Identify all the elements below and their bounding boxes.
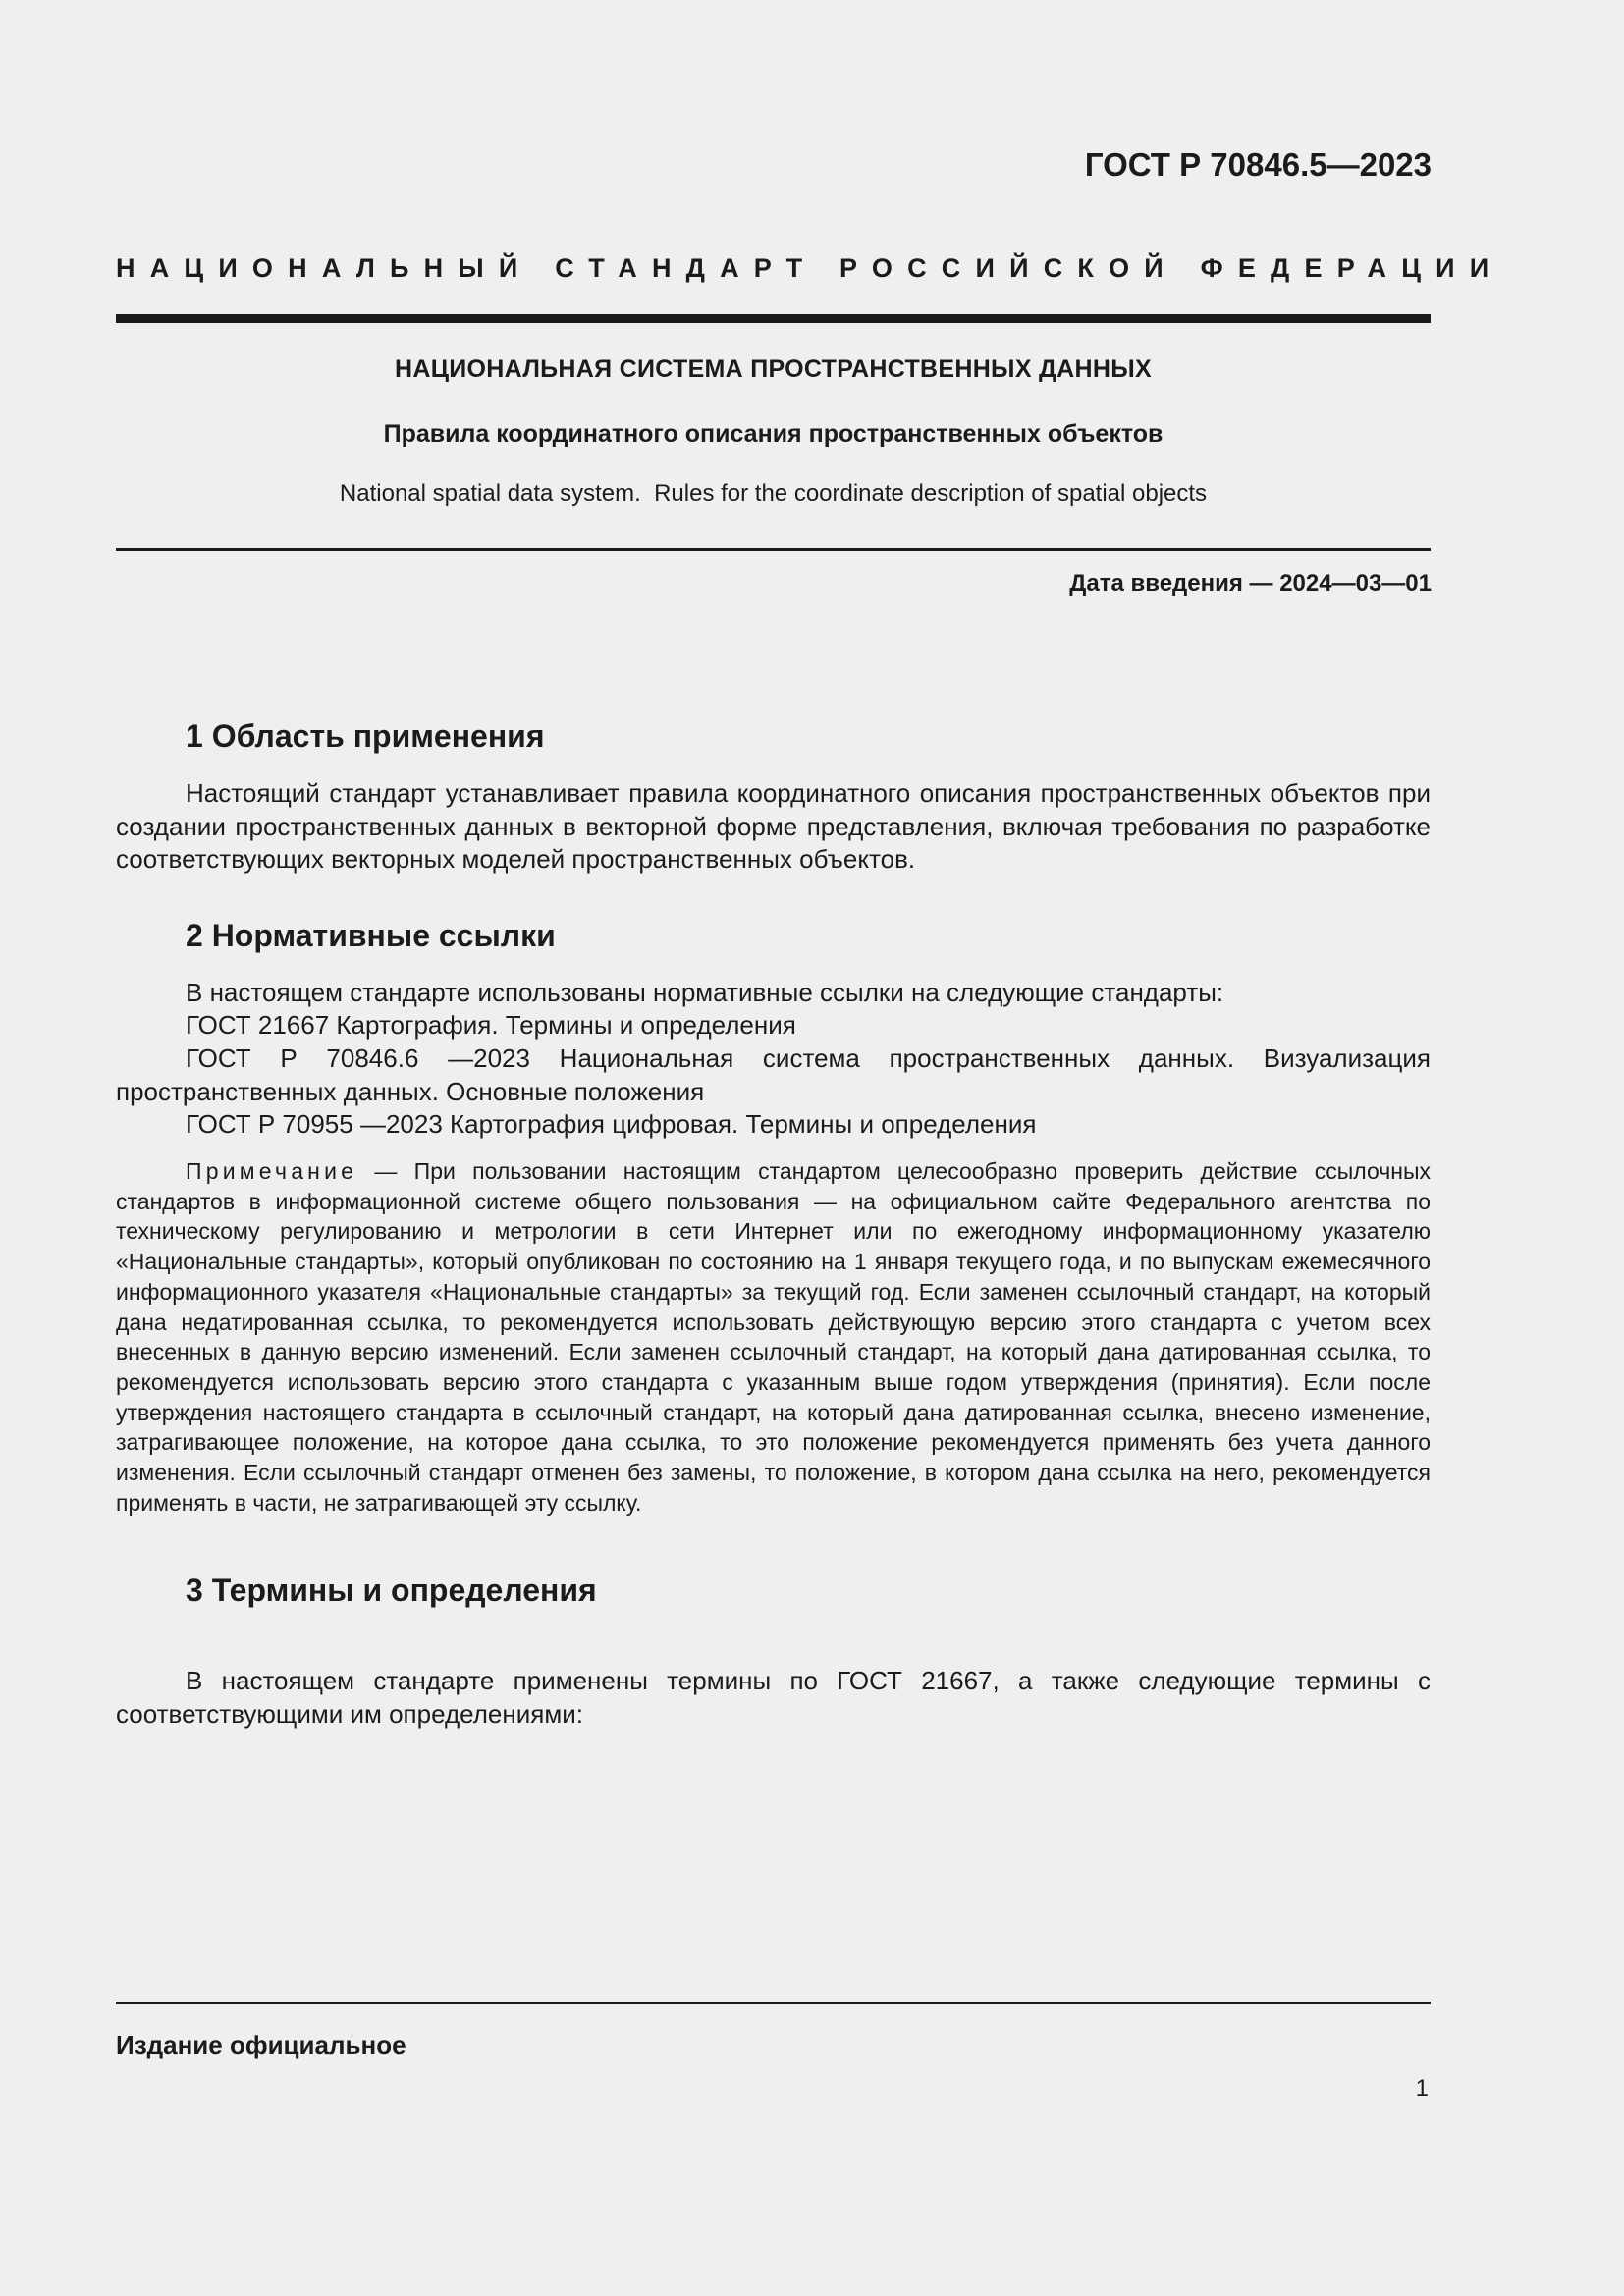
normative-references-intro: В настоящем стандарте использованы нормативные ссылки на следующие стандарты: <box>186 978 1224 1007</box>
section-heading-terms: 3 Термины и определения <box>186 1573 597 1608</box>
standard-title-ru: Правила координатного описания пространственных объектов <box>383 420 1164 448</box>
section-heading-scope: 1 Область применения <box>186 719 545 754</box>
introduction-date: Дата введения — 2024—03—01 <box>1069 570 1432 597</box>
note-paragraph <box>116 1156 1431 1518</box>
terms-paragraph: В настоящем стандарте применены термины по ГОСТ 21667, а также следующие термины с соответствующими им определениями: <box>116 1666 1431 1729</box>
footer-divider <box>116 2002 1431 2004</box>
note-text: — При пользовании настоящим стандартом целесообразно проверить действие ссылочных стандартов в информационной системе общего пользования — на официальном сайте Федерального агентства по техническому регулированию и метрологии в сети Интернет или по ежегодному информационному указателю «Национальные стандарты», который опубликован по состоянию на 1 января текущего года, и по выпускам ежемесячного информационного указателя «Национальные стандарты» за текущий год. Если заменен ссылочный стандарт, на который дана недатированная ссылка, то рекомендуется использовать действующую версию этого стандарта с учетом всех внесенных в данную версию изменений. Если заменен ссылочный стандарт, на который дана датированная ссылка, то рекомендуется использовать версию этого стандарта с указанным выше годом утверждения (принятия). Если после утверждения настоящего стандарта в ссылочный стандарт, на который дана датированная ссылка, внесено изменение, затрагивающее положение, на которое дана ссылка, то это положение рекомендуется применять без учета данного изменения. Если ссылочный стандарт отменен без замены, то положение, в котором дана ссылка на него, рекомендуется применять в части, не затрагивающей эту ссылку. <box>116 1158 1431 1516</box>
reference-item: ГОСТ Р 70955 —2023 Картография цифровая. Термины и определения <box>186 1109 1037 1139</box>
note-label: Примечание <box>186 1158 358 1184</box>
reference-item: ГОСТ 21667 Картография. Термины и определения <box>186 1010 796 1040</box>
scope-paragraph: Настоящий стандарт устанавливает правила координатного описания пространственных объектов при создании пространственных данных в векторной форме представления, включая требования по разработке соответствующих векторных моделей пространственных объектов. <box>116 778 1431 874</box>
official-edition-label: Издание официальное <box>116 2030 406 2059</box>
page-number: 1 <box>1415 2075 1429 2102</box>
section-heading-normative-references: 2 Нормативные ссылки <box>186 918 556 953</box>
national-standard-banner: НАЦИОНАЛЬНЫЙ СТАНДАРТ РОССИЙСКОЙ ФЕДЕРАЦИИ <box>116 253 1504 283</box>
reference-item: ГОСТ Р 70846.6 —2023 Национальная система пространственных данных. Визуализация пространственных данных. Основные положения <box>116 1043 1431 1106</box>
standard-system-title: НАЦИОНАЛЬНАЯ СИСТЕМА ПРОСТРАНСТВЕННЫХ ДАННЫХ <box>395 355 1152 383</box>
document-code: ГОСТ Р 70846.5—2023 <box>1084 146 1432 183</box>
header-divider <box>116 314 1431 323</box>
standard-title-en: National spatial data system. Rules for the coordinate description of spatial objects <box>339 480 1208 507</box>
title-divider <box>116 548 1431 551</box>
